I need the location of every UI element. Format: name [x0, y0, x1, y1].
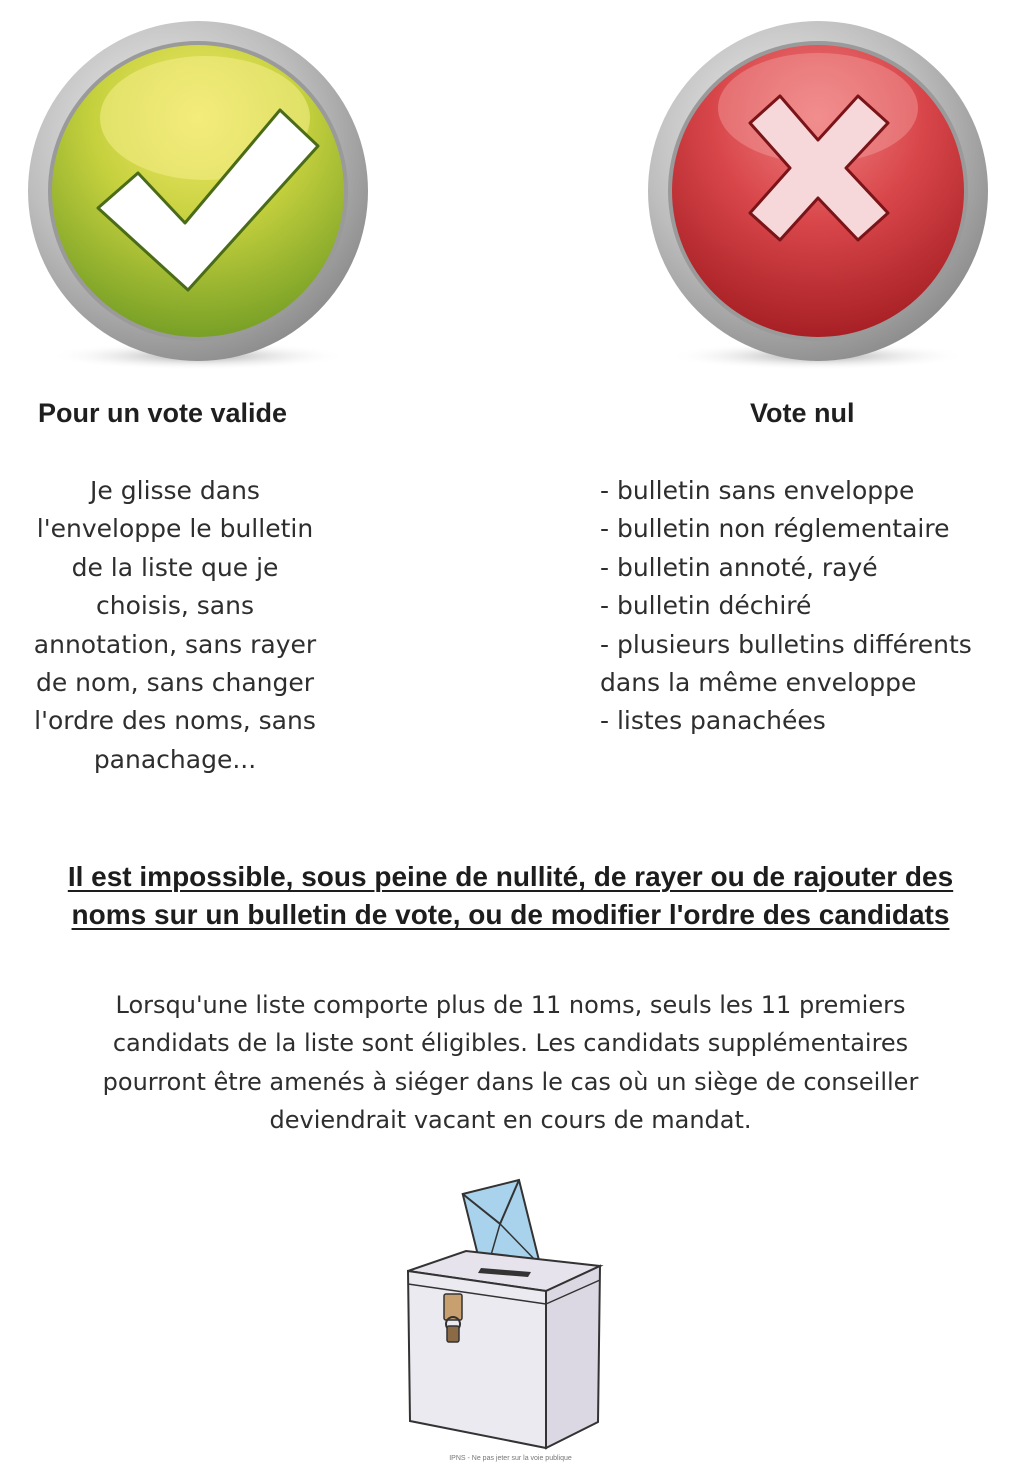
valid-line: de la liste que je: [71, 552, 279, 582]
valid-line: l'enveloppe le bulletin: [36, 514, 314, 544]
nul-list-item: - bulletin annoté, rayé: [600, 552, 878, 582]
info-line: pourront être amenés à siéger dans le cas où un siège de conseiller: [102, 1067, 919, 1096]
warning-line: noms sur un bulletin de vote, ou de modifier l'ordre des candidats: [71, 899, 950, 930]
cross-icon: [640, 8, 1000, 378]
nul-list-item: - listes panachées: [600, 706, 826, 736]
ballot-box-icon: [396, 1176, 611, 1451]
nul-vote-icon: [640, 8, 1000, 378]
info-line: Lorsqu'une liste comporte plus de 11 noms, seuls les 11 premiers: [115, 991, 906, 1019]
valid-vote-title: Pour un vote valide: [38, 398, 288, 428]
nul-list-item: - bulletin déchiré: [600, 591, 812, 621]
warning-line: Il est impossible, sous peine de nullité, de rayer ou de rajouter des: [67, 861, 954, 892]
nul-list-item: - plusieurs bulletins différents: [600, 629, 972, 659]
valid-line: l'ordre des noms, sans: [34, 706, 316, 736]
nul-vote-title: Vote nul: [750, 398, 855, 428]
nul-list-item: - bulletin non réglementaire: [600, 514, 950, 544]
nul-list-item: - bulletin sans enveloppe: [600, 476, 915, 505]
checkmark-icon: [20, 8, 380, 378]
valid-vote-description: [16, 472, 334, 779]
valid-line: annotation, sans rayer: [33, 629, 317, 659]
valid-line: de nom, sans changer: [35, 668, 315, 698]
nul-list-item: dans la même enveloppe: [600, 668, 917, 698]
nullity-warning: [0, 858, 1021, 934]
info-line: deviendrait vacant en cours de mandat.: [269, 1106, 752, 1135]
valid-line: panachage...: [93, 744, 257, 774]
valid-line: choisis, sans: [96, 591, 254, 621]
info-line: candidats de la liste sont éligibles. Les candidats supplémentaires: [112, 1029, 909, 1058]
valid-line: Je glisse dans: [90, 476, 260, 505]
eligibility-info: [0, 986, 1021, 1140]
valid-vote-icon: [20, 8, 380, 378]
legal-footnote: IPNS - Ne pas jeter sur la voie publique: [449, 1455, 572, 1462]
ballot-box-illustration: [396, 1176, 611, 1455]
nul-vote-list: [600, 472, 1015, 741]
